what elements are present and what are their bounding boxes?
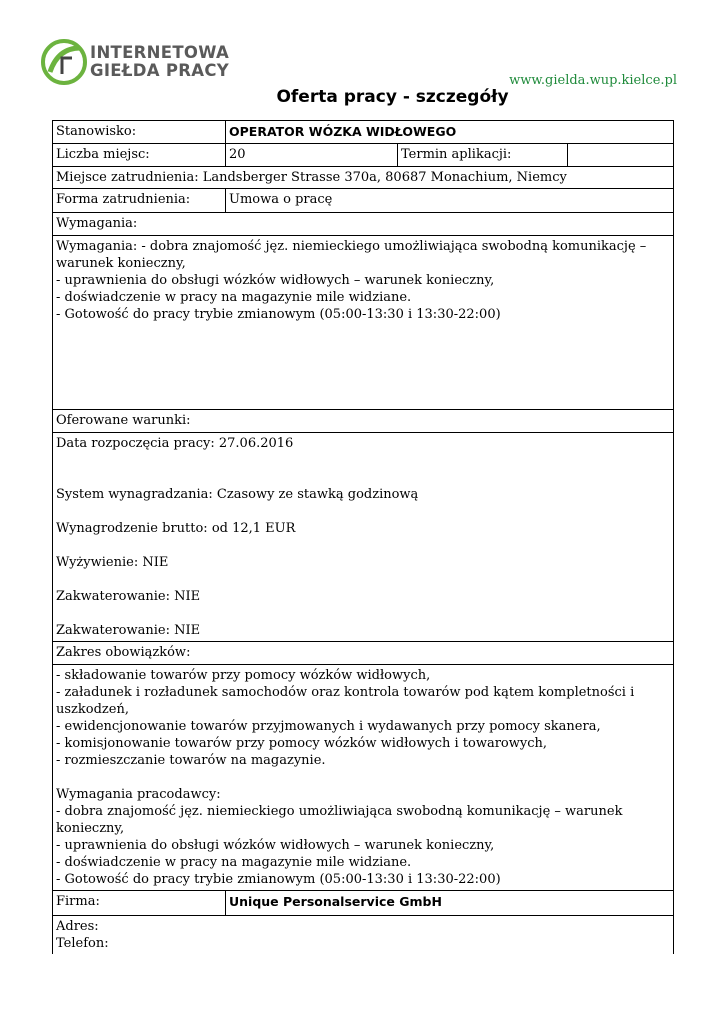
adres-label: Adres: [56, 919, 99, 934]
logo-emblem-icon [40, 38, 88, 86]
firma-value: Unique Personalservice GmbH [226, 891, 674, 916]
termin-label: Termin aplikacji: [398, 144, 568, 167]
page-title: Oferta pracy - szczegóły [276, 87, 509, 107]
forma-label: Forma zatrudnienia: [53, 189, 226, 213]
miejsce-zatrudnienia: Miejsce zatrudnienia: Landsberger Strasse 370a, 80687 Monachium, Niemcy [53, 167, 674, 189]
offer-table [52, 120, 674, 954]
site-url[interactable]: www.gielda.wup.kielce.pl [509, 73, 677, 88]
liczba-label: Liczba miejsc: [53, 144, 226, 167]
termin-value [568, 144, 674, 167]
logo [40, 38, 230, 88]
wymagania-label: Wymagania: [53, 213, 674, 236]
warunki-text: Data rozpoczęcia pracy: 27.06.2016 System wynagradzania: Czasowy ze stawką godzinową Wynagrodzenie brutto: od 12,1 EUR Wyżywienie: NIE Zakwaterowanie: NIE Zakwaterowanie: NIE [53, 433, 674, 642]
logo-line1: INTERNETOWA [90, 43, 230, 62]
forma-value: Umowa o pracę [226, 189, 674, 213]
logo-text [90, 44, 229, 80]
firma-label: Firma: [53, 891, 226, 916]
stanowisko-label: Stanowisko: [53, 121, 226, 144]
stanowisko-value: OPERATOR WÓZKA WIDŁOWEGO [226, 121, 674, 144]
warunki-label: Oferowane warunki: [53, 410, 674, 433]
logo-line2: GIEŁDA PRACY [90, 61, 229, 80]
liczba-value: 20 [226, 144, 398, 167]
wymagania-text: Wymagania: - dobra znajomość jęz. niemieckiego umożliwiająca swobodną komunikację – warunek konieczny, - uprawnienia do obsługi wózków widłowych – warunek konieczny, - doświadczenie w pracy na magazynie mile widziane. - Gotowość do pracy trybie zmianowym (05:00-13:30 i 13:30-22:00) [53, 236, 674, 410]
adres-telefon [53, 916, 674, 955]
telefon-label: Telefon: [56, 936, 109, 951]
zakres-text: - składowanie towarów przy pomocy wózków widłowych, - załadunek i rozładunek samochodów oraz kontrola towarów pod kątem kompletności i uszkodzeń, - ewidencjonowanie towarów przyjmowanych i wydawanych przy pomocy skanera, - komisjonowanie towarów przy pomocy wózków widłowych i towarowych, - rozmieszczanie towarów na magazynie. Wymagania pracodawcy: - dobra znajomość jęz. niemieckiego umożliwiająca swobodną komunikację – warunek konieczny, - uprawnienia do obsługi wózków widłowych – warunek konieczny, - doświadczenie w pracy na magazynie mile widziane. - Gotowość do pracy trybie zmianowym (05:00-13:30 i 13:30-22:00) [53, 665, 674, 891]
zakres-label: Zakres obowiązków: [53, 642, 674, 665]
